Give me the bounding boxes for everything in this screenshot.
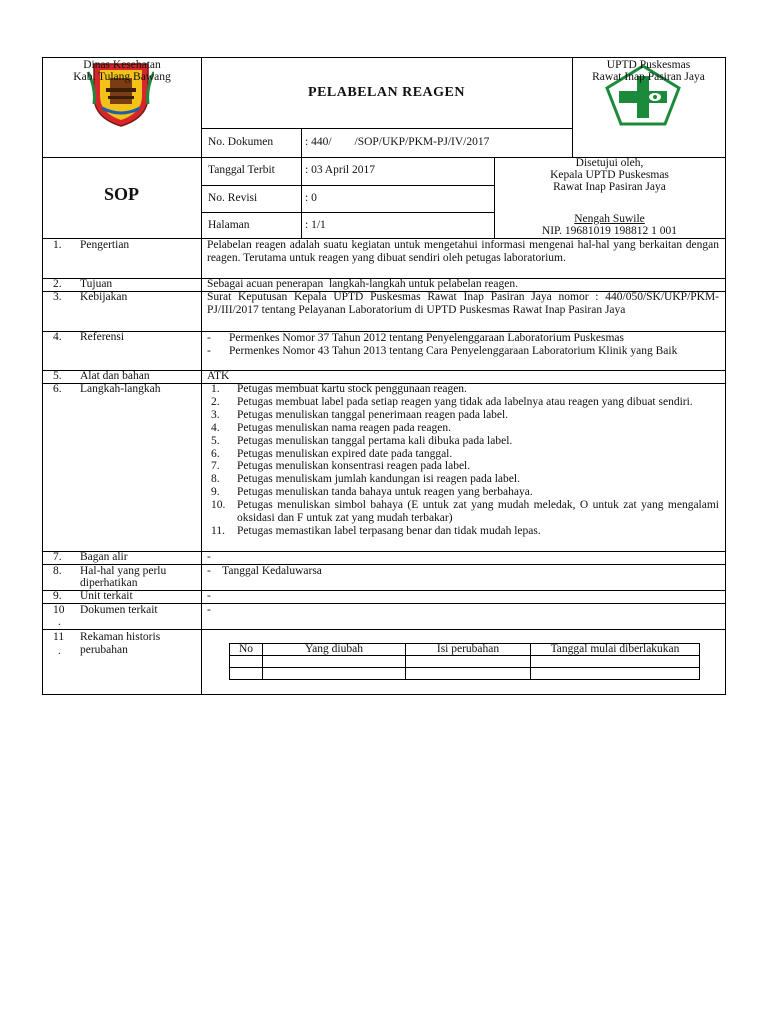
step-item: 11. Petugas memastikan label terpasang benar dan tidak mudah lepas.	[211, 524, 541, 537]
right-org-line1: UPTD Puskesmas	[606, 59, 691, 71]
section-3-text: Surat Keputusan Kepala UPTD Puskesmas Rawat Inap Pasiran Jaya nomor : 440/050/SK/UKP/PKM-PJ/III/2017 tentang Pelayanan Laboratorium di UPTD Puskesmas Rawat Inap Pasiran Jaya	[207, 291, 719, 316]
document-title: PELABELAN REAGEN	[308, 85, 465, 100]
section-1-label: Pengertian	[80, 239, 130, 251]
doc-number-value: : 440/ /SOP/UKP/PKM-PJ/IV/2017	[305, 136, 490, 148]
history-col-no: No	[230, 644, 263, 656]
section-8-label-2: diperhatikan	[80, 577, 138, 589]
section-5-label: Alat dan bahan	[80, 370, 150, 382]
step-item: 7. Petugas menuliskan konsentrasi reagen pada label.	[211, 460, 471, 473]
section-2-text: Sebagai acuan penerapan langkah-langkah untuk pelabelan reagen.	[207, 278, 518, 290]
section-6-label: Langkah-langkah	[80, 383, 161, 395]
history-col-content: Isi perubahan	[406, 644, 531, 656]
history-table	[229, 643, 700, 680]
left-org-line2: Kab. Tulang Bawang	[73, 71, 171, 83]
section-4-number: 4.	[53, 331, 62, 343]
issue-date-value: : 03 April 2017	[305, 164, 375, 176]
section-11-number-dot: .	[58, 645, 61, 657]
reference-item: - Permenkes Nomor 43 Tahun 2013 tentang Cara Penyelenggaraan Laboratorium Klinik yang Baik	[207, 344, 678, 357]
step-item: 10. Petugas menuliskan simbol bahaya (E untuk zat yang mudah meledak, O untuk zat yang mengalami oksidasi dan F untuk zat yang mudah terbakar)	[211, 499, 719, 525]
section-11-number: 11	[53, 631, 65, 643]
left-org-line1: Dinas Kesehatan	[83, 59, 161, 71]
section-7-text: -	[207, 551, 211, 563]
approval-line1: Disetujui oleh,	[575, 157, 644, 169]
section-3-label: Kebijakan	[80, 291, 128, 303]
approval-line3: Rawat Inap Pasiran Jaya	[553, 181, 666, 193]
section-5-text: ATK	[207, 370, 230, 382]
history-col-date: Tanggal mulai diberlakukan	[531, 644, 700, 656]
section-5-number: 5.	[53, 370, 62, 382]
section-10-text: -	[207, 604, 211, 616]
section-8-text: - Tanggal Kedaluwarsa	[207, 565, 322, 577]
step-item: 5. Petugas menuliskan tanggal pertama kali dibuka pada label.	[211, 434, 513, 447]
steps-list	[207, 383, 719, 538]
section-10-number: 10	[53, 604, 65, 616]
issue-date-label: Tanggal Terbit	[208, 164, 275, 176]
section-6-number: 6.	[53, 383, 62, 395]
section-8-label: Hal-hal yang perlu	[80, 565, 167, 577]
section-2-number: 2.	[53, 278, 62, 290]
section-1-text: Pelabelan reagen adalah suatu kegiatan untuk mengetahui informasi mengenai hal-hal yang berkaitan dengan reagen. Terutama untuk reagen yang dibuat sendiri oleh petugas laboratorium.	[207, 239, 719, 264]
section-7-label: Bagan alir	[80, 551, 128, 563]
section-7-number: 7.	[53, 551, 62, 563]
section-3-number: 3.	[53, 291, 62, 303]
reference-item: - Permenkes Nomor 37 Tahun 2012 tentang Penyelenggaraan Laboratorium Puskesmas	[207, 332, 625, 344]
page-value: : 1/1	[305, 219, 326, 231]
doc-number-label: No. Dokumen	[208, 136, 274, 148]
step-item: 2. Petugas membuat label pada setiap reagen yang tidak ada labelnya atau reagen yang dibuat sendiri.	[211, 395, 693, 408]
step-item: 3. Petugas menuliskan tanggal penerimaan reagen pada label.	[211, 408, 509, 421]
section-9-number: 9.	[53, 590, 62, 602]
section-4-label: Referensi	[80, 331, 125, 343]
table-row	[230, 656, 700, 668]
section-10-label: Dokumen terkait	[80, 604, 158, 616]
history-col-changed: Yang diubah	[263, 644, 406, 656]
history-table-header	[230, 644, 700, 656]
sop-label: SOP	[103, 184, 139, 204]
step-item: 4. Petugas menuliskan nama reagen pada reagen.	[211, 421, 451, 434]
signer-nip: NIP. 19681019 198812 1 001	[541, 225, 678, 237]
step-item: 9. Petugas menuliskan tanda bahaya untuk reagen yang berbahaya.	[211, 486, 533, 499]
section-8-number: 8.	[53, 565, 62, 577]
step-item: 6. Petugas menuliskan expired date pada tanggal.	[211, 447, 453, 460]
section-10-number-dot: .	[58, 616, 61, 628]
section-1-number: 1.	[53, 239, 62, 251]
reference-list	[207, 332, 719, 358]
revision-value: : 0	[305, 192, 317, 204]
right-org-line2: Rawat Inap Pasiran Jaya	[592, 71, 705, 83]
page-label: Halaman	[208, 219, 250, 231]
signer-name: Nengah Suwile	[574, 213, 645, 225]
section-11-label: Rekaman historis	[80, 631, 161, 643]
revision-label: No. Revisi	[208, 192, 258, 204]
section-9-label: Unit terkait	[80, 590, 133, 602]
section-2-label: Tujuan	[80, 278, 113, 290]
section-9-text: -	[207, 590, 211, 602]
section-11-label-2: perubahan	[80, 644, 128, 656]
table-row	[230, 668, 700, 680]
approval-line2: Kepala UPTD Puskesmas	[550, 169, 669, 181]
step-item: 1. Petugas membuat kartu stock penggunaan reagen.	[211, 383, 467, 395]
step-item: 8. Petugas menuliskam jumlah kandungan isi reagen pada label.	[211, 473, 520, 486]
